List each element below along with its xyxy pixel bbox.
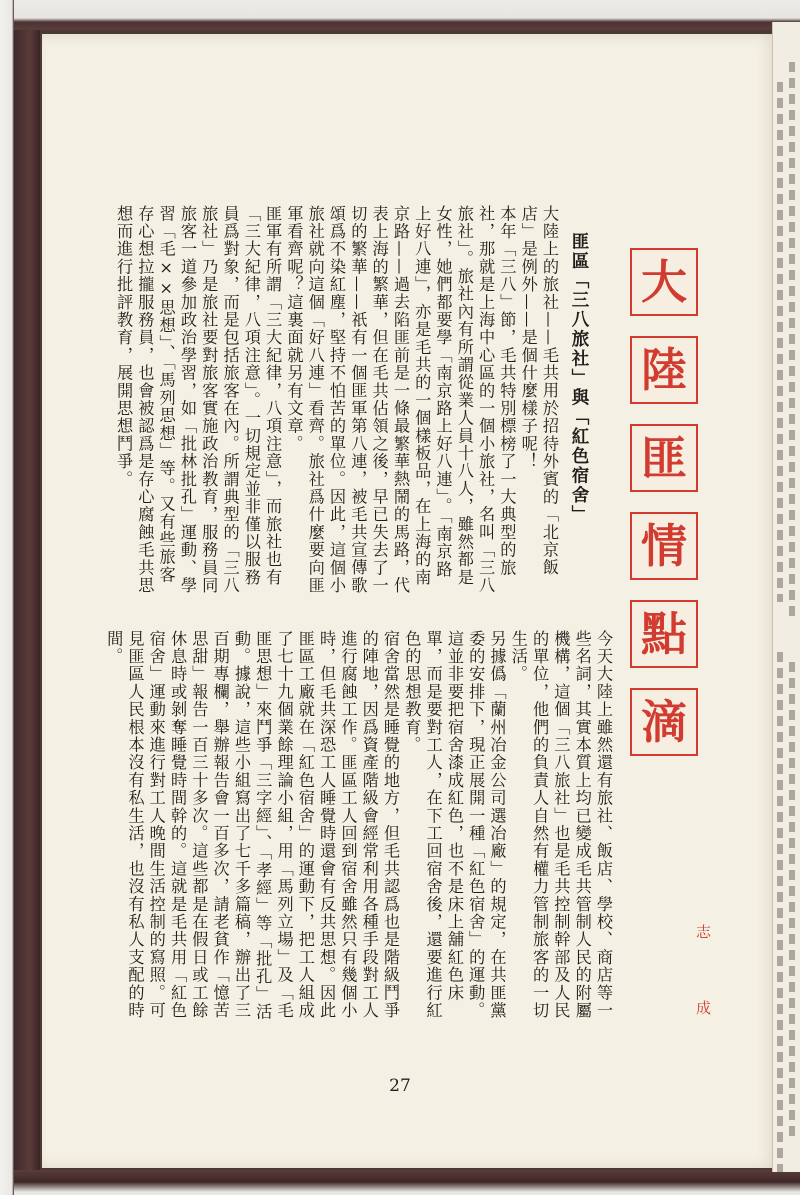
book-binding-bottom <box>14 1170 800 1195</box>
banner-char: 情 <box>630 512 698 580</box>
banner-char: 大 <box>630 248 698 316</box>
book-binding-top <box>14 0 800 30</box>
bleed-text-mark <box>789 662 795 1142</box>
banner-char: 陸 <box>630 336 698 404</box>
article-title: 匪區「三八旅社」與「紅色宿舍」 <box>569 232 589 525</box>
bleed-text-mark <box>789 62 795 622</box>
banner-char: 匪 <box>630 424 698 492</box>
author-name: 志 成 <box>694 924 712 1043</box>
adjacent-page-edge <box>772 22 800 1172</box>
article-upper-block: 大陸上的旅社——毛共用於招待外賓的「北京飯店」是例外——是個什麼樣子呢！ 本年「三八」節，毛共特別標榜了一大典型的旅社，那就是上海中心區的一個小旅社，名叫「三八旅社」。旅社內有所謂從業人員十八人，雖然都是女性，她們都要學「南京路上好八連」。「南京路上好八連」，亦是毛共的一個樣板品，在上海的南京路——過去陷匪前是一條最繁華熱鬧的馬路，代表上海的繁華，但在毛共佔領之後，早已失去了一切的繁華——祇有一個匪軍第八連，被毛共宣傳歌頌爲不染紅塵，堅持不怕苦的單位。因此，這個小旅社就向這個「好八連」看齊。旅社爲什麼要向匪軍看齊呢？這裏面就另有文章。 匪軍有所謂「三大紀律，八項注意」，而旅社也有「三大紀律，八項注意」。一切規定並非僅以服務員爲對象，而是包括旅客在內。所謂典型的「三八旅社」乃是旅社要對旅客實施政治教育，服務員同旅客一道參加政治學習，如「批林批孔」運動、學習「毛××思想」、「馬列思想」等。又有些旅客存心想拉攏服務員，也會被認爲是存心腐蝕毛共思想而進行批評教育，展開思想鬥爭。 <box>114 205 559 595</box>
article-lower-block: 今天大陸上雖然還有旅社、飯店、學校、商店等一些名詞，其實本質上均已變成毛共管制人民的附屬機構，這個「三八旅社」也是毛共控制幹部及人民的單位，他們的負責人自然有權力管制旅客的一切生活。 另據僞「蘭州冶金公司選冶廠」的規定，在共匪黨委的安排下，現正展開一種「紅色宿舍」的運動。這並非要把宿舍漆成紅色，也不是床上舖紅色床單，而是要對工人，在下工回宿舍後，還要進行紅色的思想教育。 宿舍當然是睡覺的地方，但毛共認爲也是階級鬥爭的陣地，因爲資產階級會經常利用各種手段對工人進行腐蝕工作。匪區工人回到宿舍雖然只有幾個小時，但毛共深恐工人睡覺時還會有反共思想。因此匪區工廠就在「紅色宿舍」的運動下，把工人組成了七十九個業餘理論小組，用「馬列立場」及「毛匪思想」來鬥爭「三字經」、「孝經」等「批孔」活動。據說，這些小組寫出了七千多篇稿，辦出了三百期專欄，舉辦報告會一百多次，請老貧作「憶苦思甜」報告一百三十多次。這些都是在假日或工餘休息時或剝奪睡覺時間幹的。這就是毛共用「紅色宿舍」運動來進行對工人晚間生活控制的寫照。可見匪區人民根本沒有私生活，也沒有私人支配的時間。 <box>104 630 613 1021</box>
bleed-text-mark <box>777 82 783 602</box>
banner-char: 滴 <box>630 688 698 756</box>
banner-char: 點 <box>630 600 698 668</box>
page-number: 27 <box>389 1076 411 1096</box>
column-banner <box>630 248 708 776</box>
book-binding-left <box>0 0 40 1195</box>
